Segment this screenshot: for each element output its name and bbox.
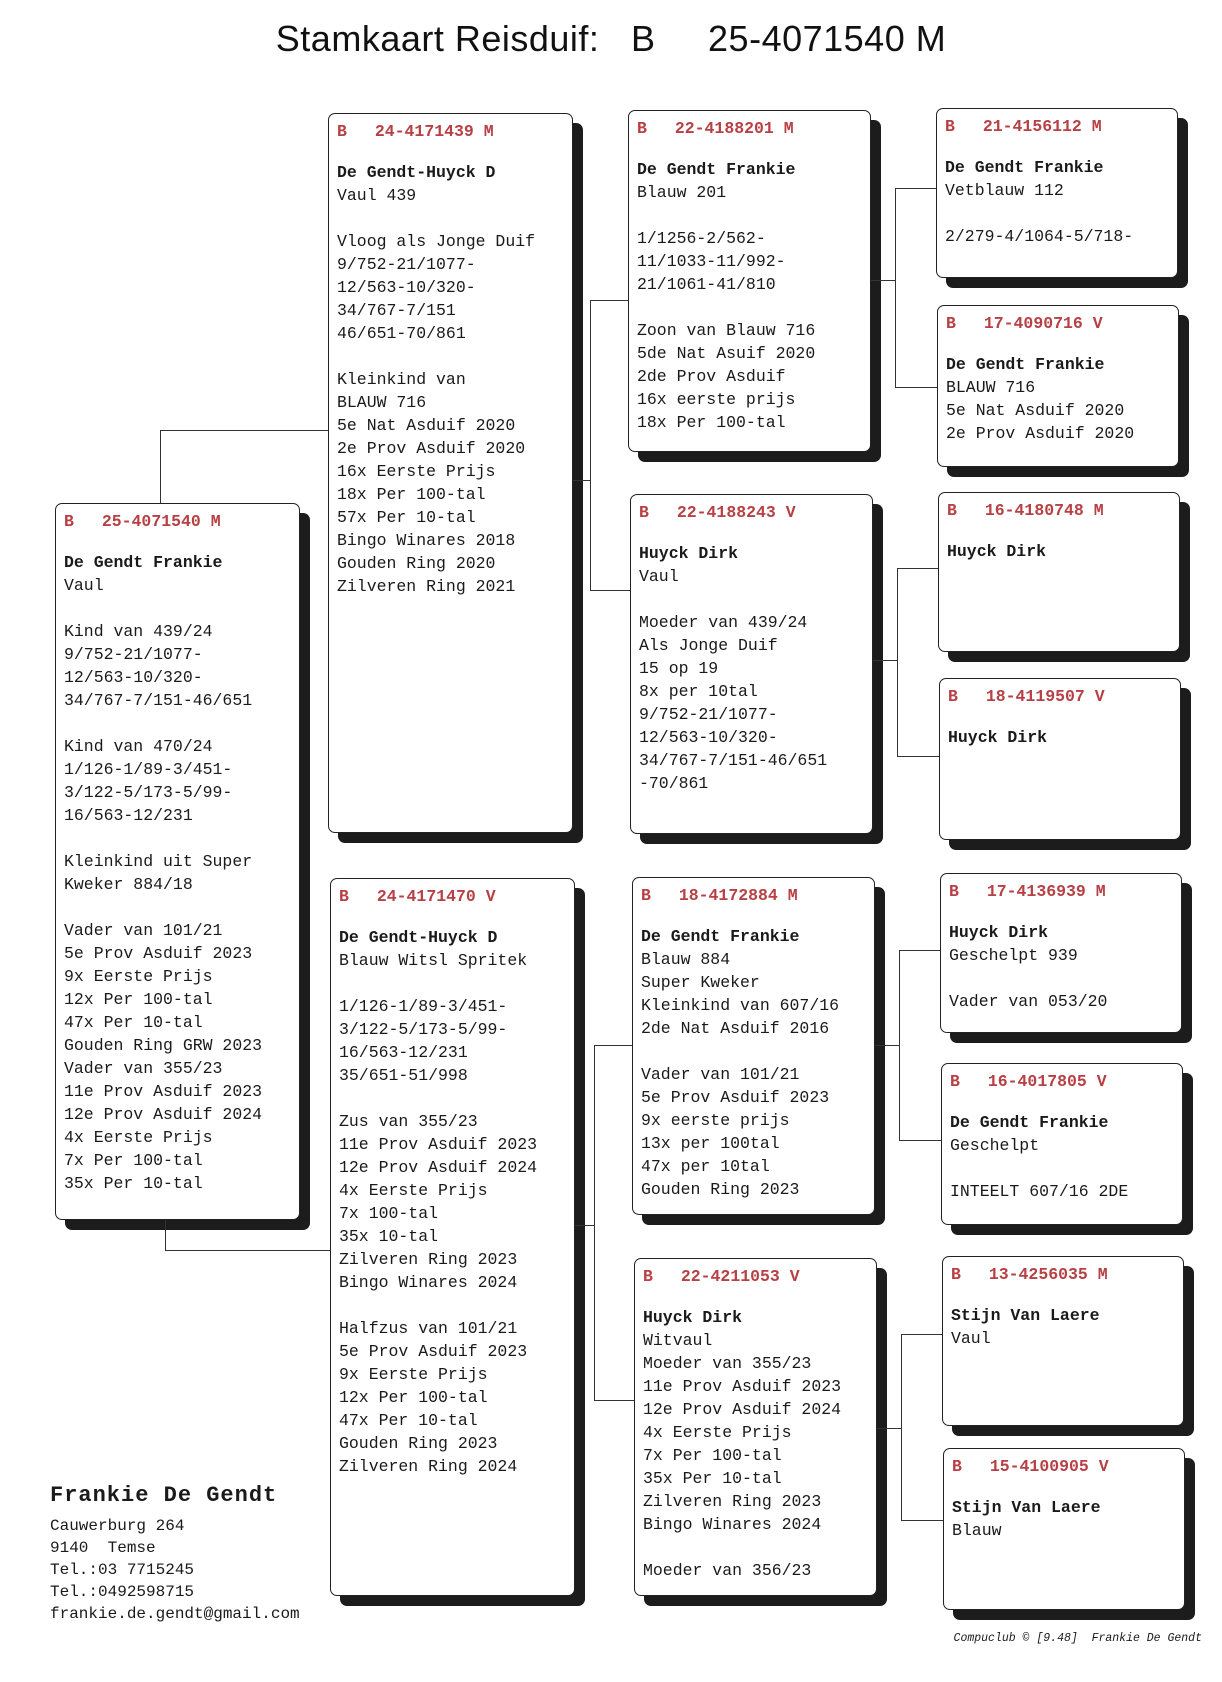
ring-number (643, 1265, 868, 1288)
pigeon-note: 5e Prov Asduif 2023 (339, 1342, 528, 1361)
pigeon-note: Moeder van 439/24 (639, 613, 808, 632)
page-title: Stamkaart Reisduif: B 25-4071540 M (275, 18, 947, 59)
pigeon-note: Witvaul (643, 1331, 713, 1350)
pigeon-note: Super Kweker (641, 973, 760, 992)
pigeon-note (949, 967, 1173, 990)
pigeon-note: 1/1256-2/562- (637, 229, 766, 248)
pigeon-note: 2de Nat Asduif 2016 (641, 1019, 830, 1038)
breeder-name: Frankie De Gendt (50, 1483, 278, 1508)
pigeon-note: Zilveren Ring 2021 (337, 577, 516, 596)
pigeon-card-fff (936, 108, 1178, 278)
connector-line (897, 756, 939, 757)
pigeon-note: 9/752-21/1077- (64, 645, 203, 664)
pigeon-note: 11e Prov Asduif 2023 (64, 1082, 263, 1101)
pigeon-note: 46/651-70/861 (337, 324, 466, 343)
connector-line (590, 590, 630, 591)
pigeon-note: Als Jonge Duif (639, 636, 778, 655)
pigeon-note (643, 1536, 868, 1559)
pigeon-card-mf (632, 877, 875, 1215)
pigeon-note (637, 296, 862, 319)
country-code: B (950, 1072, 960, 1091)
pigeon-note: Bingo Winares 2024 (643, 1515, 822, 1534)
pigeon-note: BLAUW 716 (337, 393, 427, 412)
pigeon-card-mm (634, 1258, 877, 1596)
pigeon-note: 57x Per 10-tal (337, 508, 476, 527)
connector-line (899, 950, 940, 951)
pigeon-note: 34/767-7/151-46/651 (639, 751, 828, 770)
pigeon-note: 35x Per 10-tal (64, 1174, 203, 1193)
connector-line (897, 568, 898, 756)
pigeon-note: 35x Per 10-tal (643, 1469, 782, 1488)
pigeon-note: 16x eerste prijs (637, 390, 796, 409)
connector-line (901, 1334, 902, 1520)
pigeon-note: Vader van 355/23 (64, 1059, 223, 1078)
pigeon-note (639, 588, 864, 611)
owner-name: Stijn Van Laere (952, 1498, 1101, 1517)
country-code: B (641, 886, 651, 905)
pigeon-note (64, 712, 291, 735)
country-code: B (945, 117, 955, 136)
ring-code: 22-4211053 V (680, 1267, 800, 1286)
connector-line (871, 280, 895, 281)
connector-line (160, 430, 328, 431)
pigeon-note: Zilveren Ring 2023 (339, 1250, 518, 1269)
pigeon-card-mmf (942, 1256, 1184, 1426)
ring-number (945, 115, 1169, 138)
pigeon-note: 18x Per 100-tal (637, 413, 786, 432)
connector-line (594, 1400, 634, 1401)
pigeon-note: Gouden Ring 2023 (641, 1180, 800, 1199)
pigeon-note: Bingo Winares 2024 (339, 1273, 518, 1292)
pigeon-card-fmm (939, 678, 1181, 840)
connector-line (899, 950, 900, 1140)
pigeon-note: Blauw Witsl Spritek (339, 951, 528, 970)
ring-number (952, 1455, 1176, 1478)
pigeon-note: 2/279-4/1064-5/718- (945, 227, 1134, 246)
country-code: B (339, 887, 349, 906)
connector-line (877, 1428, 901, 1429)
pigeon-note: 35/651-51/998 (339, 1066, 468, 1085)
pigeon-card-subject (55, 503, 300, 1220)
pigeon-note: Kleinkind van (337, 370, 466, 389)
ring-number (949, 880, 1173, 903)
pigeon-note: 16/563-12/231 (64, 806, 193, 825)
owner-name: De Gendt-Huyck D (339, 928, 498, 947)
pigeon-note: Bingo Winares 2018 (337, 531, 516, 550)
owner-name: Stijn Van Laere (951, 1306, 1100, 1325)
pigeon-note: 12x Per 100-tal (64, 990, 213, 1009)
connector-line (590, 300, 591, 590)
pigeon-note: Vaul (639, 567, 679, 586)
pigeon-note: 12e Prov Asduif 2024 (339, 1158, 538, 1177)
pigeon-card-ff (628, 110, 871, 452)
country-code: B (949, 882, 959, 901)
pigeon-note: 2de Prov Asduif (637, 367, 786, 386)
country-code: B (639, 503, 649, 522)
country-code: B (337, 122, 347, 141)
pigeon-note: 21/1061-41/810 (637, 275, 776, 294)
owner-name: Huyck Dirk (948, 728, 1048, 747)
pigeon-note: 13x per 100tal (641, 1134, 780, 1153)
owner-name: De Gendt-Huyck D (337, 163, 496, 182)
pigeon-note: 12/563-10/320- (64, 668, 203, 687)
country-code: B (64, 512, 74, 531)
pigeon-card-father (328, 113, 573, 833)
pigeon-note: Zilveren Ring 2024 (339, 1457, 518, 1476)
pigeon-note: Kleinkind van 607/16 (641, 996, 840, 1015)
breeder-info (50, 1485, 300, 1625)
pigeon-note: Blauw 201 (637, 183, 727, 202)
pigeon-note: 47x Per 10-tal (64, 1013, 203, 1032)
owner-name: Huyck Dirk (949, 923, 1049, 942)
pigeon-note: 5e Nat Asduif 2020 (946, 401, 1125, 420)
pigeon-note: 2e Prov Asduif 2020 (946, 424, 1135, 443)
ring-number (946, 312, 1170, 335)
pigeon-note: 2e Prov Asduif 2020 (337, 439, 526, 458)
pigeon-note: Gouden Ring 2020 (337, 554, 496, 573)
country-code: B (637, 119, 647, 138)
pigeon-note: 34/767-7/151-46/651 (64, 691, 253, 710)
country-code: B (947, 501, 957, 520)
pigeon-note: 4x Eerste Prijs (339, 1181, 488, 1200)
breeder-city: 9140 Temse (50, 1539, 156, 1557)
pigeon-note: Kweker 884/18 (64, 875, 193, 894)
owner-name: Huyck Dirk (947, 542, 1047, 561)
ring-number (339, 885, 566, 908)
pigeon-note: Vaul (951, 1329, 991, 1348)
connector-line (873, 660, 897, 661)
pigeon-note (64, 827, 291, 850)
pigeon-card-mfm (941, 1063, 1183, 1225)
pigeon-note: 7x Per 100-tal (643, 1446, 782, 1465)
pigeon-note (641, 1040, 866, 1063)
pigeon-note: 11e Prov Asduif 2023 (339, 1135, 538, 1154)
pigeon-note (339, 1294, 566, 1317)
pigeon-card-mother (330, 878, 575, 1596)
ring-code: 22-4188243 V (676, 503, 796, 522)
pigeon-note: 9/752-21/1077- (337, 255, 476, 274)
pigeon-note (64, 597, 291, 620)
pigeon-note: 12x Per 100-tal (339, 1388, 488, 1407)
pigeon-note (339, 972, 566, 995)
pigeon-note: 47x per 10tal (641, 1157, 770, 1176)
ring-code: 21-4156112 M (982, 117, 1102, 136)
ring-code: 17-4136939 M (986, 882, 1106, 901)
ring-code: 16-4180748 M (984, 501, 1104, 520)
owner-name: De Gendt Frankie (945, 158, 1104, 177)
pigeon-note: 11/1033-11/992- (637, 252, 786, 271)
connector-line (901, 1334, 942, 1335)
ring-code: 15-4100905 V (989, 1457, 1109, 1476)
ring-code: 16-4017805 V (987, 1072, 1107, 1091)
pigeon-note: 1/126-1/89-3/451- (64, 760, 233, 779)
owner-name: De Gendt Frankie (637, 160, 796, 179)
owner-name: Huyck Dirk (639, 544, 739, 563)
ring-number (950, 1070, 1174, 1093)
pigeon-note: 9x Eerste Prijs (339, 1365, 488, 1384)
ring-code: 18-4172884 M (678, 886, 798, 905)
pigeon-note: Kind van 439/24 (64, 622, 213, 641)
connector-line (594, 1045, 595, 1400)
pigeon-note: 16/563-12/231 (339, 1043, 468, 1062)
pigeon-note: 3/122-5/173-5/99- (64, 783, 233, 802)
pigeon-note: Halfzus van 101/21 (339, 1319, 518, 1338)
ring-number (951, 1263, 1175, 1286)
connector-line (895, 387, 937, 388)
ring-code: 18-4119507 V (985, 687, 1105, 706)
pigeon-note: Vader van 053/20 (949, 992, 1108, 1011)
pigeon-note: INTEELT 607/16 2DE (950, 1182, 1129, 1201)
connector-line (897, 568, 938, 569)
breeder-mobile: Tel.:0492598715 (50, 1583, 195, 1601)
pigeon-note (64, 896, 291, 919)
pigeon-note: Geschelpt 939 (949, 946, 1078, 965)
pigeon-note: Zoon van Blauw 716 (637, 321, 816, 340)
country-code: B (643, 1267, 653, 1286)
connector-line (594, 1045, 632, 1046)
pigeon-note: 47x Per 10-tal (339, 1411, 478, 1430)
pigeon-card-mff (940, 873, 1182, 1033)
country-code: B (951, 1265, 961, 1284)
owner-name: De Gendt Frankie (946, 355, 1105, 374)
connector-line (165, 1250, 330, 1251)
pigeon-note: 5de Nat Asuif 2020 (637, 344, 816, 363)
pigeon-note: 8x per 10tal (639, 682, 758, 701)
pigeon-note: Geschelpt (950, 1136, 1040, 1155)
pigeon-note (337, 345, 564, 368)
pigeon-note: 9x eerste prijs (641, 1111, 790, 1130)
ring-code: 24-4171439 M (374, 122, 494, 141)
country-code: B (948, 687, 958, 706)
pigeon-note: 12e Prov Asduif 2024 (64, 1105, 263, 1124)
pigeon-note: 1/126-1/89-3/451- (339, 997, 508, 1016)
ring-code: 17-4090716 V (983, 314, 1103, 333)
pigeon-note: Kleinkind uit Super (64, 852, 253, 871)
ring-code: 25-4071540 M (101, 512, 221, 531)
owner-name: De Gendt Frankie (641, 927, 800, 946)
pigeon-note: 9/752-21/1077- (639, 705, 778, 724)
pigeon-note (950, 1157, 1174, 1180)
pigeon-note: 16x Eerste Prijs (337, 462, 496, 481)
ring-number (948, 685, 1172, 708)
pigeon-note: 12/563-10/320- (337, 278, 476, 297)
pigeon-note: 5e Nat Asduif 2020 (337, 416, 516, 435)
country-code: B (946, 314, 956, 333)
pigeon-note: BLAUW 716 (946, 378, 1036, 397)
connector-line (590, 300, 628, 301)
ring-number (639, 501, 864, 524)
pigeon-note: Vetblauw 112 (945, 181, 1064, 200)
pigeon-note: 7x 100-tal (339, 1204, 439, 1223)
ring-code: 13-4256035 M (988, 1265, 1108, 1284)
owner-name: De Gendt Frankie (950, 1113, 1109, 1132)
breeder-phone: Tel.:03 7715245 (50, 1561, 195, 1579)
pigeon-note: 5e Prov Asduif 2023 (641, 1088, 830, 1107)
pigeon-card-fmf (938, 492, 1180, 652)
pigeon-note: Vaul (64, 576, 104, 595)
pigeon-note: 35x 10-tal (339, 1227, 439, 1246)
ring-number (947, 499, 1171, 522)
ring-number (641, 884, 866, 907)
connector-line (895, 188, 896, 387)
breeder-address: Cauwerburg 264 (50, 1517, 185, 1535)
pigeon-note: Gouden Ring GRW 2023 (64, 1036, 263, 1055)
pigeon-note: 12/563-10/320- (639, 728, 778, 747)
pigeon-note (637, 204, 862, 227)
connector-line (165, 1220, 166, 1250)
ring-code: 22-4188201 M (674, 119, 794, 138)
pigeon-note: 7x Per 100-tal (64, 1151, 203, 1170)
pigeon-note: Vader van 101/21 (64, 921, 223, 940)
breeder-email[interactable]: frankie.de.gendt@gmail.com (50, 1605, 300, 1623)
ring-number (337, 120, 564, 143)
ring-code: 24-4171470 V (376, 887, 496, 906)
pigeon-note (337, 207, 564, 230)
pigeon-note: Vloog als Jonge Duif (337, 232, 536, 251)
pigeon-note (339, 1087, 566, 1110)
pigeon-note: 4x Eerste Prijs (643, 1423, 792, 1442)
pigeon-note: Kind van 470/24 (64, 737, 213, 756)
pigeon-note: Blauw 884 (641, 950, 731, 969)
ring-number (64, 510, 291, 533)
owner-name: Huyck Dirk (643, 1308, 743, 1327)
pigeon-note: 5e Prov Asduif 2023 (64, 944, 253, 963)
connector-line (875, 1045, 899, 1046)
connector-line (573, 480, 590, 481)
pigeon-note: Blauw (952, 1521, 1002, 1540)
connector-line (160, 430, 161, 503)
pigeon-note: Moeder van 355/23 (643, 1354, 812, 1373)
pigeon-card-fm (630, 494, 873, 834)
pigeon-note: Vaul 439 (337, 186, 417, 205)
pigeon-note: Zilveren Ring 2023 (643, 1492, 822, 1511)
pigeon-note: 3/122-5/173-5/99- (339, 1020, 508, 1039)
country-code: B (952, 1457, 962, 1476)
pigeon-note: 18x Per 100-tal (337, 485, 486, 504)
pigeon-note: Gouden Ring 2023 (339, 1434, 498, 1453)
pigeon-card-mmm (943, 1448, 1185, 1610)
owner-name: De Gendt Frankie (64, 553, 223, 572)
connector-line (575, 1225, 594, 1226)
pigeon-note: 34/767-7/151 (337, 301, 456, 320)
pigeon-note: 4x Eerste Prijs (64, 1128, 213, 1147)
pigeon-note: 15 op 19 (639, 659, 719, 678)
pigeon-note: -70/861 (639, 774, 709, 793)
connector-line (899, 1140, 941, 1141)
connector-line (901, 1520, 943, 1521)
pigeon-note: Vader van 101/21 (641, 1065, 800, 1084)
pigeon-note: 12e Prov Asduif 2024 (643, 1400, 842, 1419)
pigeon-note (945, 202, 1169, 225)
footer-credit: Compuclub © [9.48] Frankie De Gendt (953, 1632, 1202, 1645)
pigeon-card-ffm (937, 305, 1179, 467)
pigeon-note: 11e Prov Asduif 2023 (643, 1377, 842, 1396)
connector-line (895, 188, 936, 189)
pigeon-note: Moeder van 356/23 (643, 1561, 812, 1580)
pigeon-note: Zus van 355/23 (339, 1112, 478, 1131)
ring-number (637, 117, 862, 140)
pigeon-note: 9x Eerste Prijs (64, 967, 213, 986)
